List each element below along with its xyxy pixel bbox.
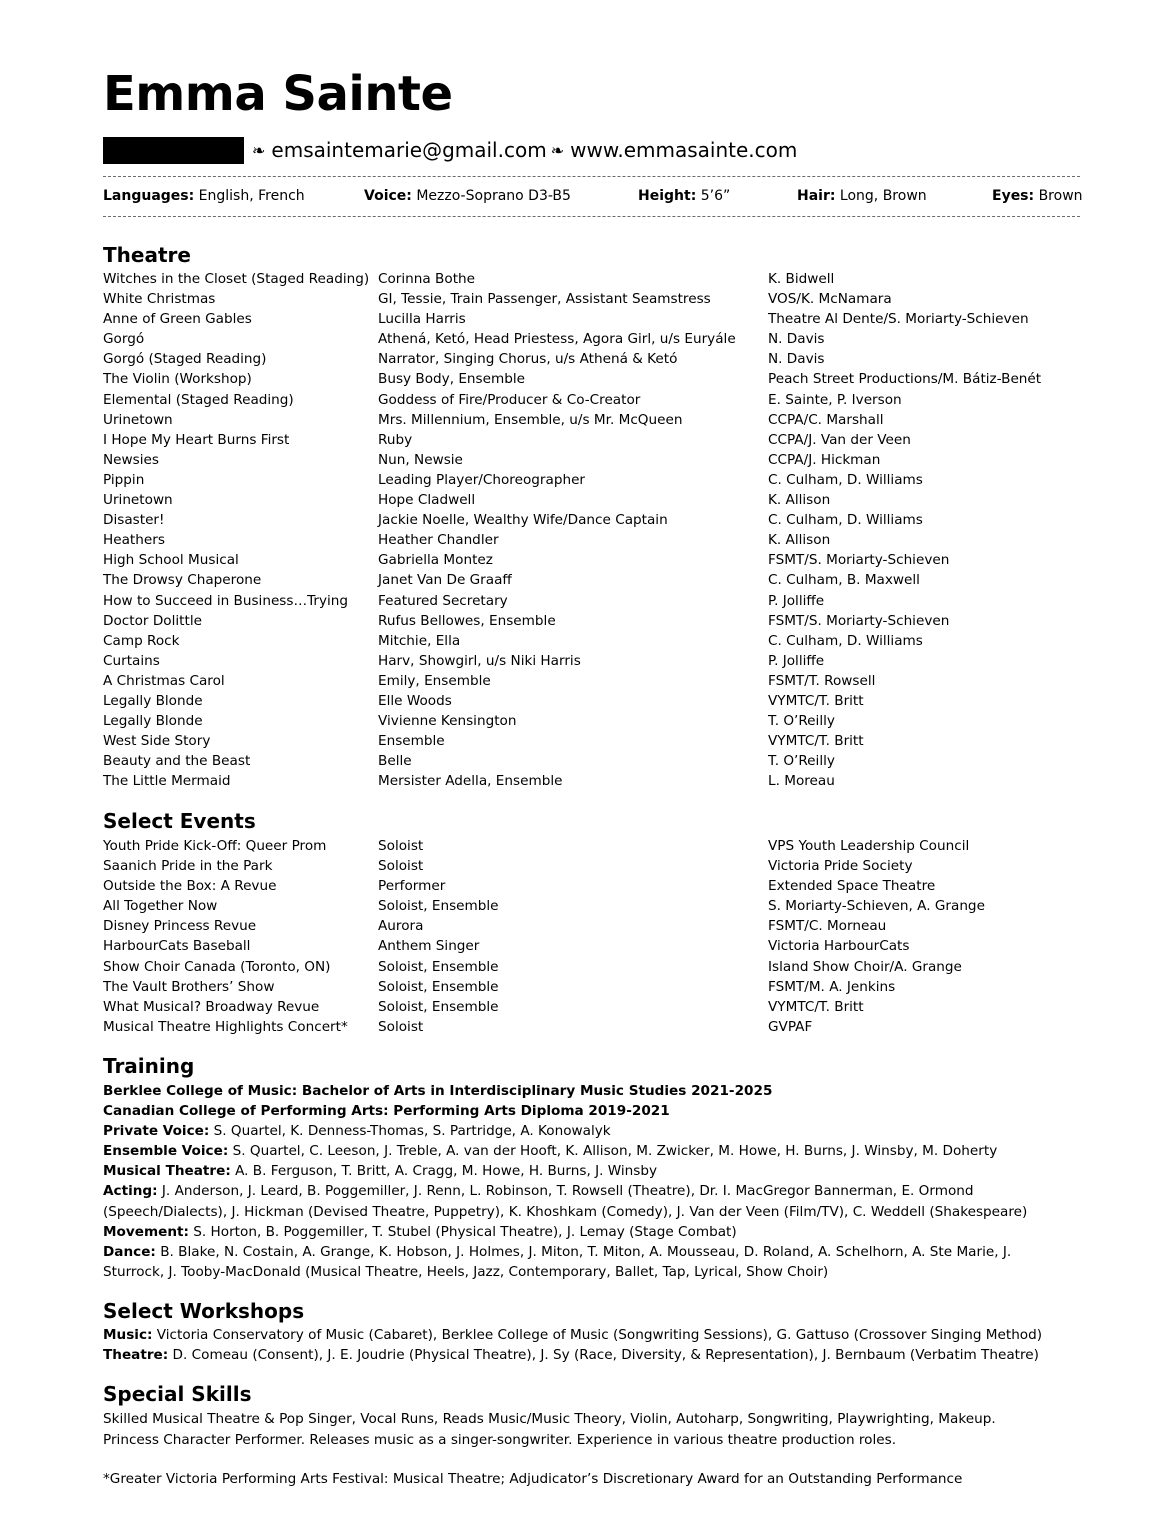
theatre-credit-row: [103, 751, 1080, 771]
credit-role: GI, Tessie, Train Passenger, Assistant Seamstress: [378, 291, 711, 308]
credit-title: Gorgó (Staged Reading): [103, 351, 267, 368]
credit-company: Extended Space Theatre: [768, 878, 936, 895]
credit-role: Ensemble: [378, 733, 445, 750]
credit-role: Mitchie, Ella: [378, 632, 461, 649]
credit-company: VPS Youth Leadership Council: [768, 838, 970, 854]
credit-company: FSMT/S. Moriarty-Schieven: [768, 552, 950, 569]
website-url: www.emmasainte.com: [570, 138, 798, 162]
credit-company: FSMT/S. Moriarty-Schieven: [768, 612, 950, 629]
event-credit-row: [103, 1017, 1080, 1037]
credit-title: Disaster!: [103, 512, 165, 529]
training-dance: [103, 1242, 1063, 1262]
credit-role: Janet Van De Graaff: [378, 572, 512, 589]
divider-top: [103, 176, 1080, 177]
stat-label: Hair:: [797, 188, 836, 204]
workshop-label: Theatre:: [103, 1347, 169, 1364]
credit-role: Narrator, Singing Chorus, u/s Athená & Ketó: [378, 351, 678, 368]
event-credit-row: [103, 856, 1080, 876]
credit-role: Jackie Noelle, Wealthy Wife/Dance Captain: [378, 512, 668, 529]
credit-company: Theatre Al Dente/S. Moriarty-Schieven: [768, 311, 1029, 328]
stat-label: Voice:: [364, 188, 412, 204]
credit-company: Peach Street Productions/M. Bátiz-Benét: [768, 371, 1042, 388]
credit-role: Mrs. Millennium, Ensemble, u/s Mr. McQueen: [378, 411, 683, 428]
credit-title: Saanich Pride in the Park: [103, 858, 273, 875]
training-value: S. Horton, B. Poggemiller, T. Stubel (Physical Theatre), J. Lemay (Stage Combat): [193, 1223, 737, 1240]
credit-title: Youth Pride Kick-Off: Queer Prom: [103, 838, 327, 854]
credit-company: VYMTC/T. Britt: [768, 733, 864, 750]
section-heading-theatre: Theatre: [103, 243, 191, 267]
credit-title: Newsies: [103, 451, 159, 468]
theatre-credit-row: [103, 591, 1080, 611]
training-acting-cont: (Speech/Dialects), J. Hickman (Devised Theatre, Puppetry), K. Khoshkam (Comedy), J. Van der Veen (Film/TV), C. Weddell (Shakespeare): [103, 1203, 1028, 1220]
credit-company: K. Bidwell: [768, 271, 835, 287]
credit-role: Athená, Ketó, Head Priestess, Agora Girl, u/s Euryále: [378, 331, 736, 348]
stat-languages: [103, 185, 305, 207]
credit-company: E. Sainte, P. Iverson: [768, 391, 902, 408]
credit-role: Nun, Newsie: [378, 451, 463, 468]
credit-company: P. Jolliffe: [768, 592, 825, 609]
credit-title: Witches in the Closet (Staged Reading): [103, 271, 370, 287]
diploma-text: Canadian College of Performing Arts: Performing Arts Diploma 2019-2021: [103, 1103, 670, 1120]
credit-company: CCPA/C. Marshall: [768, 411, 884, 428]
event-credit-row: [103, 916, 1080, 936]
skills-line: Skilled Musical Theatre & Pop Singer, Vocal Runs, Reads Music/Music Theory, Violin, Autoharp, Songwriting, Playwrighting, Makeup.: [103, 1411, 996, 1427]
credit-role: Hope Cladwell: [378, 492, 476, 509]
credit-company: N. Davis: [768, 331, 825, 348]
theatre-credit-row: [103, 530, 1080, 550]
credit-role: Goddess of Fire/Producer & Co-Creator: [378, 391, 641, 408]
credit-role: Belle: [378, 753, 412, 770]
training-label: Ensemble Voice:: [103, 1143, 229, 1160]
training-label: Private Voice:: [103, 1123, 210, 1140]
credit-title: The Little Mermaid: [103, 773, 231, 790]
credit-role: Soloist: [378, 1018, 424, 1035]
credit-title: Gorgó: [103, 331, 145, 348]
credit-title: The Drowsy Chaperone: [103, 572, 262, 589]
credit-company: Victoria Pride Society: [768, 858, 913, 875]
training-degree: [103, 1081, 1063, 1101]
credit-title: Elemental (Staged Reading): [103, 391, 294, 408]
credit-title: I Hope My Heart Burns First: [103, 431, 290, 448]
stat-label: Languages:: [103, 188, 195, 204]
credit-company: FSMT/T. Rowsell: [768, 672, 876, 689]
credit-role: Mersister Adella, Ensemble: [378, 773, 563, 790]
theatre-credit-row: [103, 731, 1080, 751]
section-heading-skills: Special Skills: [103, 1382, 252, 1406]
stat-value: 5’6”: [700, 188, 731, 204]
credit-company: CCPA/J. Van der Veen: [768, 431, 911, 448]
degree-text: Berklee College of Music: Bachelor of Arts in Interdisciplinary Music Studies 2021-2025: [103, 1083, 773, 1099]
theatre-credit-row: [103, 329, 1080, 349]
credit-title: West Side Story: [103, 733, 211, 750]
credit-role: Soloist: [378, 838, 424, 854]
event-credit-row: [103, 936, 1080, 956]
credit-company: C. Culham, D. Williams: [768, 512, 923, 529]
stat-value: English, French: [198, 188, 305, 204]
credit-role: Soloist, Ensemble: [378, 978, 499, 995]
stat-hair: [797, 185, 927, 207]
credit-company: VOS/K. McNamara: [768, 291, 892, 308]
credit-title: Urinetown: [103, 411, 173, 428]
theatre-credit-row: [103, 430, 1080, 450]
theatre-credit-row: [103, 611, 1080, 631]
event-credit-row: [103, 896, 1080, 916]
credit-company: Victoria HarbourCats: [768, 938, 910, 955]
credit-title: Outside the Box: A Revue: [103, 878, 277, 895]
credit-role: Heather Chandler: [378, 532, 499, 549]
stat-value: Mezzo-Soprano D3-B5: [416, 188, 571, 204]
training-label: Acting:: [103, 1183, 158, 1200]
footnote: *Greater Victoria Performing Arts Festival: Musical Theatre; Adjudicator’s Discretionary Award for an Outstanding Performance: [103, 1471, 963, 1487]
credit-role: Elle Woods: [378, 692, 452, 709]
theatre-credit-row: [103, 671, 1080, 691]
credit-role: Gabriella Montez: [378, 552, 493, 569]
training-dance-cont: Sturrock, J. Tooby-MacDonald (Musical Theatre, Heels, Jazz, Contemporary, Ballet, Tap, Lyrical, Show Choir): [103, 1263, 829, 1280]
stat-eyes: [992, 185, 1083, 207]
credit-title: What Musical? Broadway Revue: [103, 998, 320, 1015]
credit-title: Pippin: [103, 471, 145, 488]
credit-title: Anne of Green Gables: [103, 311, 252, 328]
credit-company: C. Culham, B. Maxwell: [768, 572, 920, 589]
credit-role: Soloist, Ensemble: [378, 898, 499, 915]
skills-line: Princess Character Performer. Releases music as a singer-songwriter. Experience in various theatre production roles.: [103, 1431, 897, 1448]
credit-title: Camp Rock: [103, 632, 180, 649]
credit-role: Lucilla Harris: [378, 311, 466, 328]
theatre-credit-row: [103, 390, 1080, 410]
training-acting: [103, 1181, 1063, 1201]
workshop-value: D. Comeau (Consent), J. E. Joudrie (Physical Theatre), J. Sy (Race, Diversity, & Representation), J. Bernbaum (Verbatim Theatre): [172, 1347, 1039, 1364]
theatre-credit-row: [103, 550, 1080, 570]
stat-height: [638, 185, 730, 207]
workshop-label: Music:: [103, 1327, 153, 1343]
credit-company: C. Culham, D. Williams: [768, 632, 923, 649]
credit-role: Soloist, Ensemble: [378, 958, 499, 975]
theatre-credit-row: [103, 711, 1080, 731]
theatre-credit-row: [103, 309, 1080, 329]
theatre-credit-row: [103, 631, 1080, 651]
theatre-credit-row: [103, 349, 1080, 369]
credit-role: Performer: [378, 878, 446, 895]
section-heading-events: Select Events: [103, 809, 256, 833]
credit-title: Doctor Dolittle: [103, 612, 202, 629]
workshop-theatre: [103, 1345, 1063, 1365]
theatre-credits: [103, 269, 1080, 791]
credit-title: Beauty and the Beast: [103, 753, 251, 770]
stat-voice: [364, 185, 571, 207]
theatre-credit-row: [103, 490, 1080, 510]
credit-role: Rufus Bellowes, Ensemble: [378, 612, 556, 629]
credit-company: Island Show Choir/A. Grange: [768, 958, 962, 975]
event-credit-row: [103, 957, 1080, 977]
credit-role: Anthem Singer: [378, 938, 480, 955]
credit-company: N. Davis: [768, 351, 825, 368]
stat-label: Height:: [638, 188, 697, 204]
event-credit-row: [103, 997, 1080, 1017]
stat-label: Eyes:: [992, 188, 1035, 204]
credit-role: Corinna Bothe: [378, 271, 476, 287]
credit-role: Featured Secretary: [378, 592, 508, 609]
contact-line: [103, 136, 797, 164]
theatre-credit-row: [103, 470, 1080, 490]
credit-title: Curtains: [103, 652, 160, 669]
training-value: J. Anderson, J. Leard, B. Poggemiller, J. Renn, L. Robinson, T. Rowsell (Theatre), Dr. I. MacGregor Bannerman, E. Ormond: [161, 1183, 974, 1200]
credit-role: Ruby: [378, 431, 413, 448]
credit-title: Disney Princess Revue: [103, 918, 257, 935]
theatre-credit-row: [103, 269, 1080, 289]
credit-company: FSMT/C. Morneau: [768, 918, 887, 935]
stats-bar: [103, 185, 1083, 207]
credit-company: T. O’Reilly: [768, 713, 835, 730]
training-musical-theatre: [103, 1161, 1063, 1181]
theatre-credit-row: [103, 510, 1080, 530]
training-ensemble-voice: [103, 1141, 1063, 1161]
training-value: B. Blake, N. Costain, A. Grange, K. Hobson, J. Holmes, J. Miton, T. Miton, A. Mousseau, D. Roland, A. Schelhorn, A. Ste Marie, J.: [160, 1243, 1012, 1260]
training-label: Movement:: [103, 1223, 189, 1240]
training-private-voice: [103, 1121, 1063, 1141]
credit-company: S. Moriarty-Schieven, A. Grange: [768, 898, 985, 915]
divider-bottom: [103, 216, 1080, 217]
credit-role: Vivienne Kensington: [378, 713, 517, 730]
credit-company: P. Jolliffe: [768, 652, 825, 669]
credit-company: CCPA/J. Hickman: [768, 451, 881, 468]
credit-company: FSMT/M. A. Jenkins: [768, 978, 896, 995]
training-block: [103, 1081, 1063, 1282]
training-value: S. Quartel, K. Denness-Thomas, S. Partridge, A. Konowalyk: [213, 1123, 611, 1140]
redacted-phone: [103, 137, 244, 164]
credit-company: VYMTC/T. Britt: [768, 998, 864, 1015]
theatre-credit-row: [103, 450, 1080, 470]
credit-title: The Vault Brothers’ Show: [103, 978, 275, 995]
training-movement: [103, 1222, 1063, 1242]
section-heading-training: Training: [103, 1054, 195, 1078]
credit-role: Soloist: [378, 858, 424, 875]
training-label: Dance:: [103, 1243, 156, 1260]
credit-title: Urinetown: [103, 492, 173, 509]
email-address: emsaintemarie@gmail.com: [271, 138, 547, 162]
credit-title: Legally Blonde: [103, 692, 203, 709]
credit-company: K. Allison: [768, 532, 831, 549]
section-heading-workshops: Select Workshops: [103, 1299, 305, 1323]
credit-company: K. Allison: [768, 492, 831, 509]
workshop-music: [103, 1325, 1063, 1345]
credit-title: White Christmas: [103, 291, 216, 308]
theatre-credit-row: [103, 369, 1080, 389]
training-value: S. Quartel, C. Leeson, J. Treble, A. van der Hooft, K. Allison, M. Zwicker, M. Howe, H. Burns, J. Winsby, M. Doherty: [232, 1143, 998, 1160]
credit-role: Soloist, Ensemble: [378, 998, 499, 1015]
workshop-value: Victoria Conservatory of Music (Cabaret), Berklee College of Music (Songwriting Sessions), G. Gattuso (Crossover Singing Method): [156, 1327, 1043, 1343]
credit-title: Show Choir Canada (Toronto, ON): [103, 958, 331, 975]
credit-title: Heathers: [103, 532, 165, 549]
credit-company: C. Culham, D. Williams: [768, 471, 923, 488]
theatre-credit-row: [103, 651, 1080, 671]
credit-role: Harv, Showgirl, u/s Niki Harris: [378, 652, 581, 669]
event-credit-row: [103, 977, 1080, 997]
credit-role: Aurora: [378, 918, 424, 935]
credit-title: HarbourCats Baseball: [103, 938, 251, 955]
event-credits: [103, 836, 1080, 1037]
credit-title: Musical Theatre Highlights Concert*: [103, 1018, 348, 1035]
skills-block: [103, 1409, 1063, 1450]
theatre-credit-row: [103, 410, 1080, 430]
credit-role: Busy Body, Ensemble: [378, 371, 526, 388]
training-diploma: [103, 1101, 1063, 1121]
credit-role: Emily, Ensemble: [378, 672, 491, 689]
workshops-block: [103, 1325, 1063, 1365]
stat-value: Brown: [1038, 188, 1083, 204]
credit-company: T. O’Reilly: [768, 753, 835, 770]
stat-value: Long, Brown: [839, 188, 927, 204]
fleuron-icon: ❧: [550, 140, 565, 160]
theatre-credit-row: [103, 289, 1080, 309]
theatre-credit-row: [103, 570, 1080, 590]
credit-company: L. Moreau: [768, 773, 835, 790]
credit-role: Leading Player/Choreographer: [378, 471, 586, 488]
credit-title: High School Musical: [103, 552, 239, 569]
theatre-credit-row: [103, 691, 1080, 711]
credit-title: The Violin (Workshop): [103, 371, 252, 388]
event-credit-row: [103, 836, 1080, 856]
fleuron-icon: ❧: [252, 140, 266, 160]
theatre-credit-row: [103, 771, 1080, 791]
training-value: A. B. Ferguson, T. Britt, A. Cragg, M. Howe, H. Burns, J. Winsby: [235, 1163, 658, 1180]
credit-company: GVPAF: [768, 1018, 813, 1035]
credit-title: How to Succeed in Business…Trying: [103, 592, 349, 609]
credit-title: A Christmas Carol: [103, 672, 225, 689]
credit-title: Legally Blonde: [103, 713, 203, 730]
performer-name: Emma Sainte: [103, 66, 453, 122]
event-credit-row: [103, 876, 1080, 896]
training-label: Musical Theatre:: [103, 1163, 231, 1180]
credit-company: VYMTC/T. Britt: [768, 692, 864, 709]
credit-title: All Together Now: [103, 898, 218, 915]
